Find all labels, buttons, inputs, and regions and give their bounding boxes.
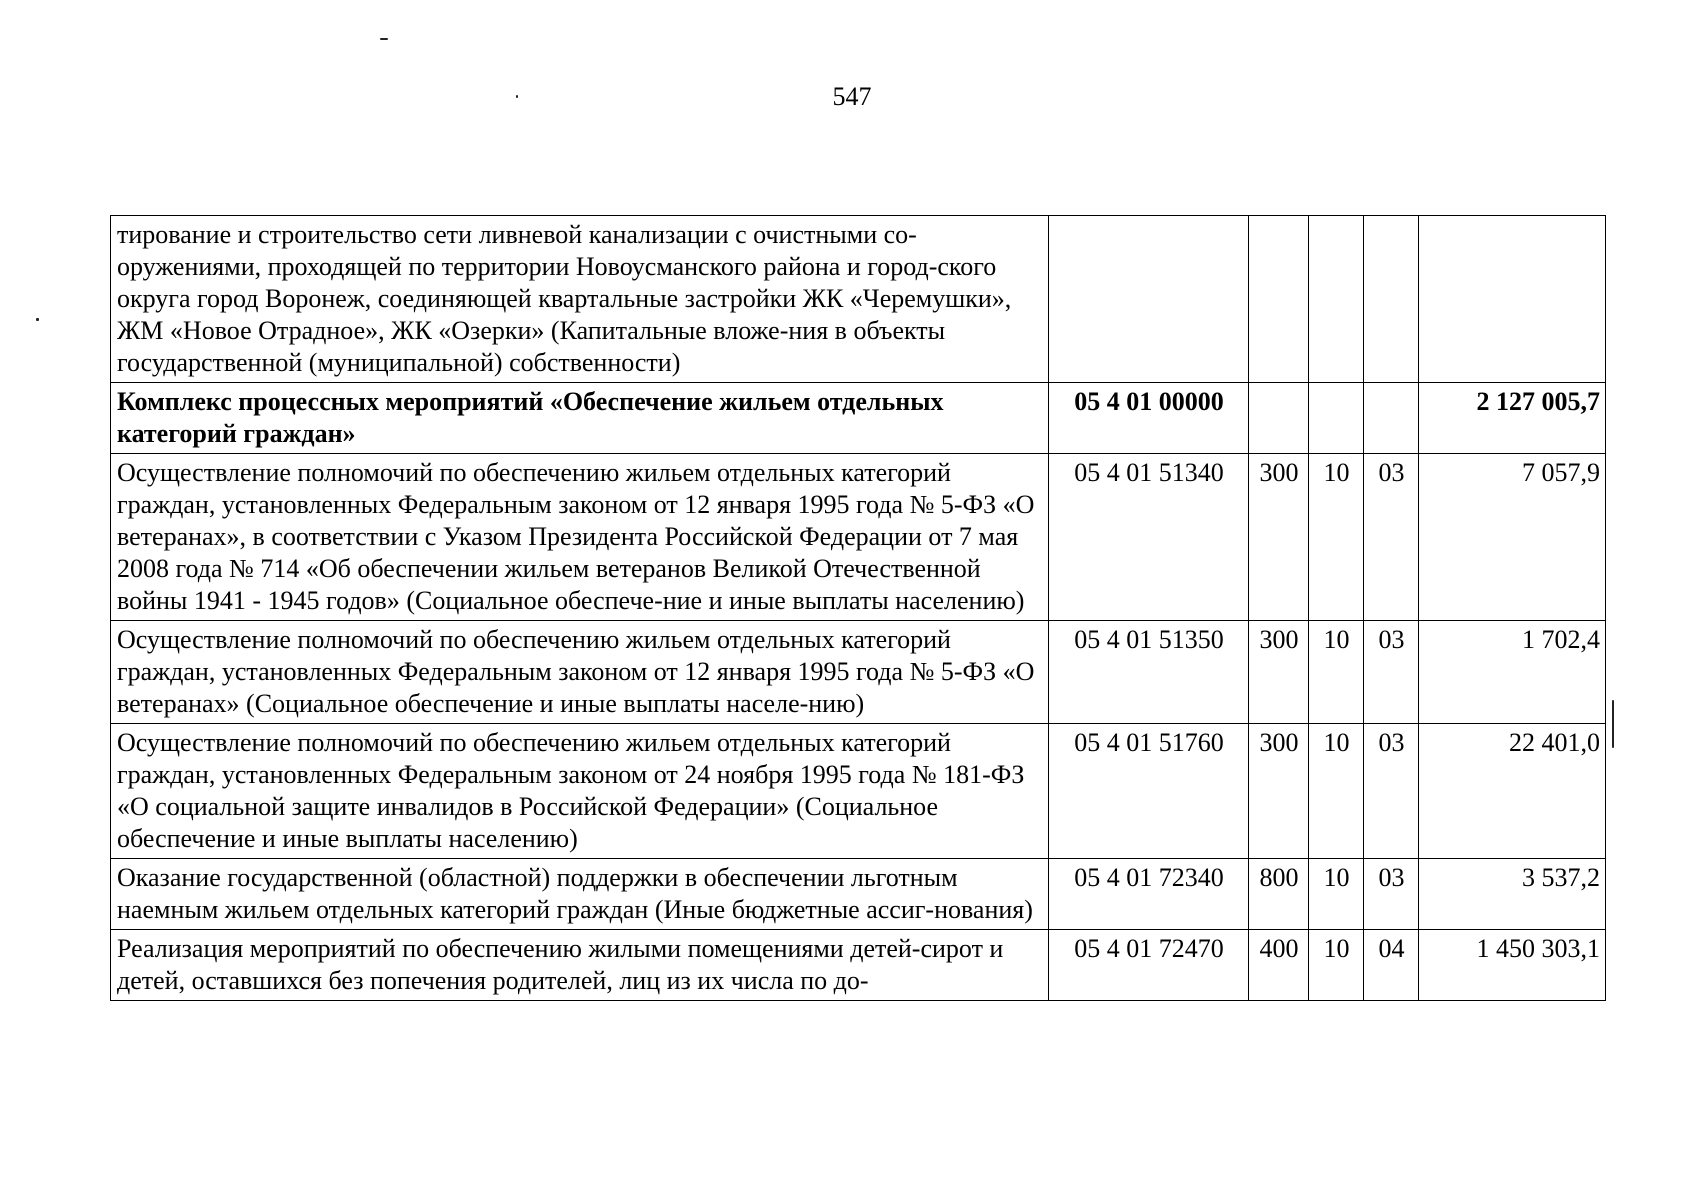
- table-body: [111, 216, 1606, 1001]
- row-rz-cell: 10: [1309, 724, 1364, 859]
- row-vr-cell: [1249, 216, 1309, 383]
- table-row: [111, 454, 1606, 621]
- row-code-cell: [1049, 216, 1249, 383]
- row-pr-cell: 03: [1364, 859, 1419, 930]
- row-vr-cell: 800: [1249, 859, 1309, 930]
- row-pr-cell: 04: [1364, 930, 1419, 1001]
- table-row: [111, 859, 1606, 930]
- row-rz-cell: [1309, 216, 1364, 383]
- scan-speck: [36, 318, 39, 321]
- scan-speck: [516, 95, 518, 98]
- row-code-cell: 05 4 01 00000: [1049, 383, 1249, 454]
- row-pr-cell: 03: [1364, 724, 1419, 859]
- row-code-cell: 05 4 01 51760: [1049, 724, 1249, 859]
- row-rz-cell: 10: [1309, 454, 1364, 621]
- scan-speck: [380, 38, 388, 40]
- row-name-cell: Осуществление полномочий по обеспечению жильем отдельных категорий граждан, установленных Федеральным законом от 12 января 1995 года № 5-ФЗ «О ветеранах», в соответствии с Указом Президента Российской Федерации от 7 мая 2008 года № 714 «Об обеспечении жильем ветеранов Великой Отечественной войны 1941 - 1945 годов» (Социальное обеспече-ние и иные выплаты населению): [111, 454, 1049, 621]
- row-name-cell: тирование и строительство сети ливневой канализации с очистными со-оружениями, проходящей по территории Новоусманского района и город-ского округа город Воронеж, соединяющей квартальные застройки ЖК «Черемушки», ЖМ «Новое Отрадное», ЖК «Озерки» (Капитальные вложе-ния в объекты государственной (муниципальной) собственности): [111, 216, 1049, 383]
- table-row: [111, 930, 1606, 1001]
- row-code-cell: 05 4 01 51340: [1049, 454, 1249, 621]
- table-row: [111, 621, 1606, 724]
- row-name-cell: Оказание государственной (областной) поддержки в обеспечении льготным наемным жильем отдельных категорий граждан (Иные бюджетные ассиг-нования): [111, 859, 1049, 930]
- row-rz-cell: 10: [1309, 930, 1364, 1001]
- page-number: 547: [832, 82, 872, 111]
- row-rz-cell: [1309, 383, 1364, 454]
- row-pr-cell: [1364, 383, 1419, 454]
- row-sum-cell: 1 702,4: [1419, 621, 1606, 724]
- row-name-cell: Осуществление полномочий по обеспечению жильем отдельных категорий граждан, установленных Федеральным законом от 12 января 1995 года № 5-ФЗ «О ветеранах» (Социальное обеспечение и иные выплаты населе-нию): [111, 621, 1049, 724]
- table-row: [111, 383, 1606, 454]
- row-name-cell: Осуществление полномочий по обеспечению жильем отдельных категорий граждан, установленных Федеральным законом от 24 ноября 1995 года № 181-ФЗ «О социальной защите инвалидов в Российской Федерации» (Социальное обеспечение и иные выплаты населению): [111, 724, 1049, 859]
- row-vr-cell: [1249, 383, 1309, 454]
- row-vr-cell: 300: [1249, 621, 1309, 724]
- scan-speck: [1612, 700, 1614, 748]
- row-rz-cell: 10: [1309, 859, 1364, 930]
- row-code-cell: 05 4 01 51350: [1049, 621, 1249, 724]
- row-sum-cell: 22 401,0: [1419, 724, 1606, 859]
- row-pr-cell: 03: [1364, 621, 1419, 724]
- row-code-cell: 05 4 01 72340: [1049, 859, 1249, 930]
- row-sum-cell: 7 057,9: [1419, 454, 1606, 621]
- row-vr-cell: 300: [1249, 454, 1309, 621]
- row-vr-cell: 300: [1249, 724, 1309, 859]
- budget-table: [110, 215, 1606, 1001]
- table-row: [111, 216, 1606, 383]
- row-vr-cell: 400: [1249, 930, 1309, 1001]
- row-name-cell: Комплекс процессных мероприятий «Обеспечение жильем отдельных категорий граждан»: [111, 383, 1049, 454]
- row-sum-cell: 1 450 303,1: [1419, 930, 1606, 1001]
- row-pr-cell: [1364, 216, 1419, 383]
- row-sum-cell: 3 537,2: [1419, 859, 1606, 930]
- row-sum-cell: [1419, 216, 1606, 383]
- row-code-cell: 05 4 01 72470: [1049, 930, 1249, 1001]
- row-name-cell: Реализация мероприятий по обеспечению жилыми помещениями детей-сирот и детей, оставшихся без попечения родителей, лиц из их числа по до-: [111, 930, 1049, 1001]
- row-rz-cell: 10: [1309, 621, 1364, 724]
- row-pr-cell: 03: [1364, 454, 1419, 621]
- table-row: [111, 724, 1606, 859]
- row-sum-cell: 2 127 005,7: [1419, 383, 1606, 454]
